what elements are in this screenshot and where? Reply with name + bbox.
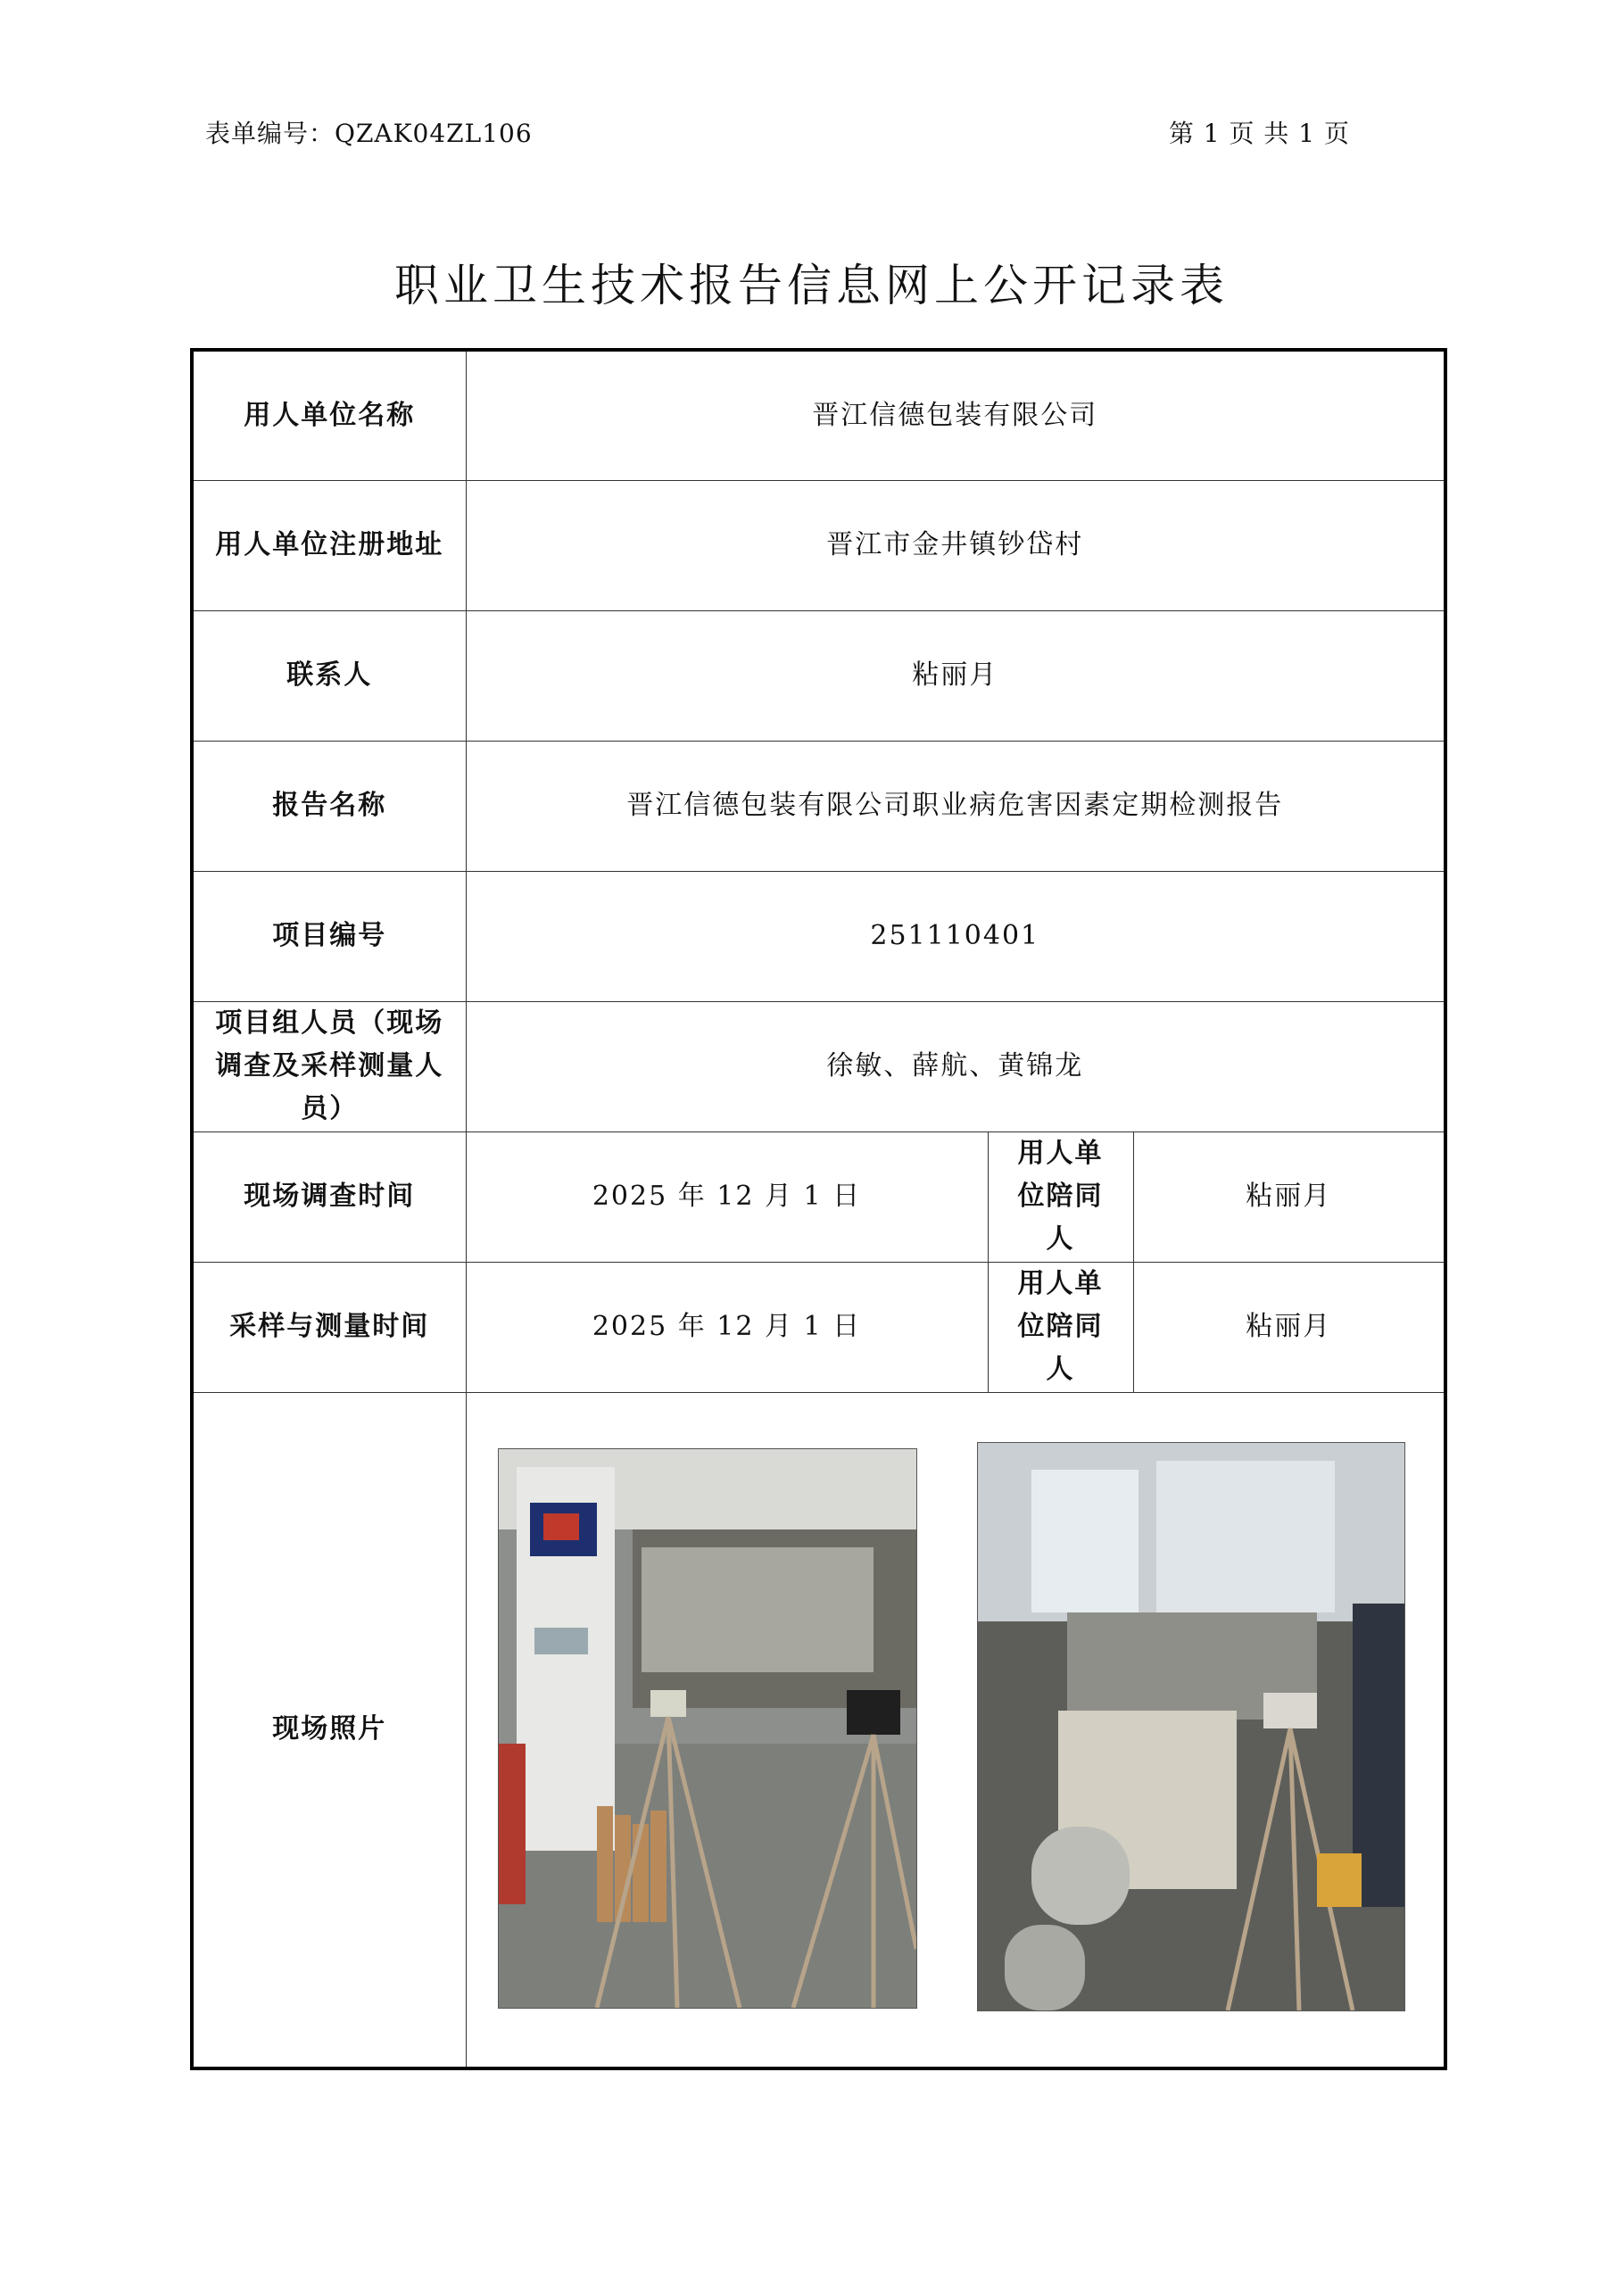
project-no-value: 251110401 [466,871,1445,1001]
report-name-label: 报告名称 [192,741,466,871]
row-survey-time [192,1131,1445,1262]
row-report-name [192,741,1445,871]
site-photos-label: 现场照片 [192,1392,466,2068]
form-number: 表单编号：QZAK04ZL106 [205,119,533,148]
site-photo-2 [977,1442,1405,2011]
row-employer-name [192,350,1445,480]
page-info: 第 1 页 共 1 页 [1168,119,1350,148]
row-sampling-time [192,1262,1445,1392]
employer-address-label: 用人单位注册地址 [192,480,466,610]
contact-label: 联系人 [192,610,466,741]
page-title: 职业卫生技术报告信息网上公开记录表 [394,260,1229,311]
project-no-label: 项目编号 [192,871,466,1001]
employer-name-value: 晋江信德包装有限公司 [466,350,1445,480]
record-table [190,348,1447,2070]
survey-companion-label: 用人单位陪同人 [988,1131,1133,1262]
row-project-no [192,871,1445,1001]
sampling-time-value: 2025 年 12 月 1 日 [466,1262,988,1392]
survey-time-label: 现场调查时间 [192,1131,466,1262]
row-site-photos [192,1392,1445,2068]
row-employer-address [192,480,1445,610]
sampling-time-label: 采样与测量时间 [192,1262,466,1392]
site-photo-1 [498,1448,917,2009]
row-contact [192,610,1445,741]
survey-companion-value: 粘丽月 [1133,1131,1445,1262]
sampling-companion-label: 用人单位陪同人 [988,1262,1133,1392]
sampling-companion-value: 粘丽月 [1133,1262,1445,1392]
site-photos-cell [466,1392,1445,2068]
survey-time-value: 2025 年 12 月 1 日 [466,1131,988,1262]
report-name-value: 晋江信德包装有限公司职业病危害因素定期检测报告 [466,741,1445,871]
employer-address-value: 晋江市金井镇钞岱村 [466,480,1445,610]
team-value: 徐敏、薛航、黄锦龙 [466,1001,1445,1131]
contact-value: 粘丽月 [466,610,1445,741]
team-label: 项目组人员（现场调查及采样测量人员） [192,1001,466,1131]
employer-name-label: 用人单位名称 [192,350,466,480]
row-team [192,1001,1445,1131]
